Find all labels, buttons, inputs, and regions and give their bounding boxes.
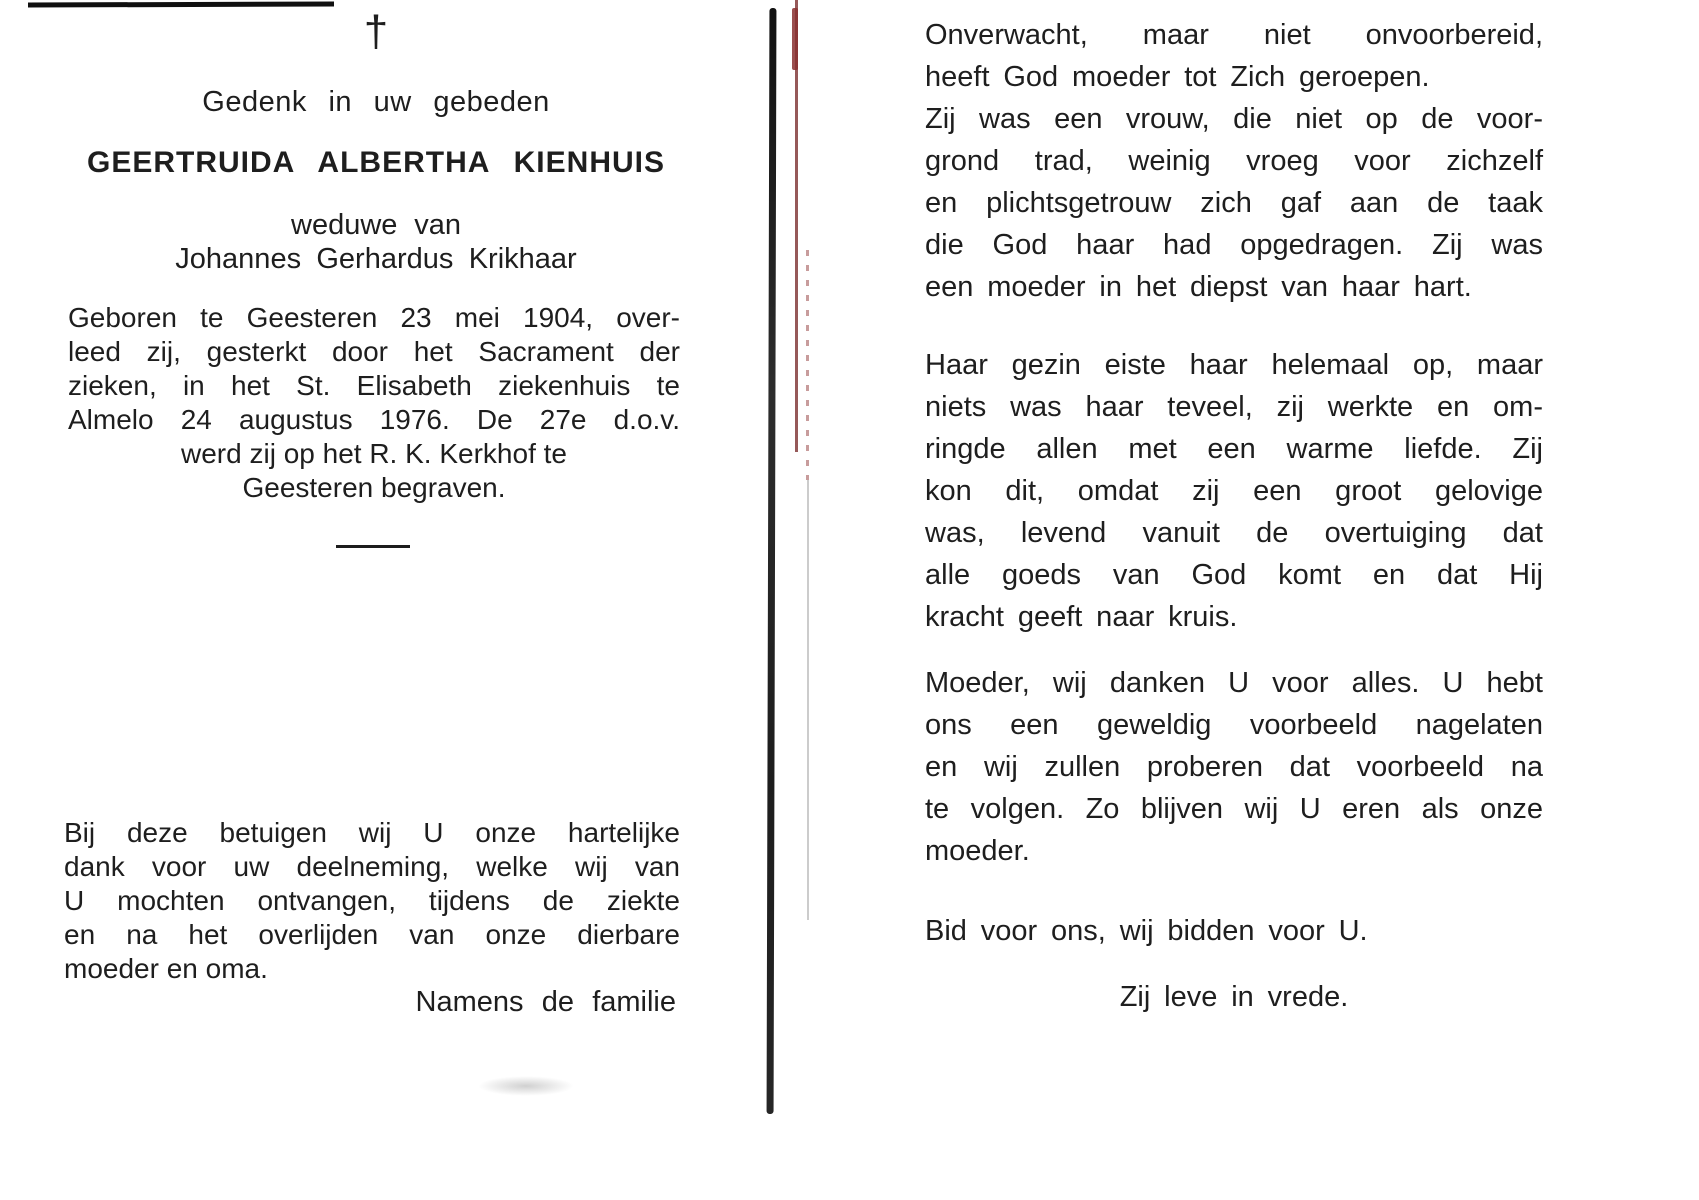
text-line: en wij zullen proberen dat voorbeeld na (925, 751, 1543, 783)
remembrance-line: Gedenk in uw gebeden (202, 86, 550, 118)
text-line: dank voor uw deelneming, welke wij van (64, 851, 680, 882)
text-line: die God haar had opgedragen. Zij was (925, 229, 1543, 261)
closing-line (925, 976, 1543, 1018)
text-line: ons een geweldig voorbeeld nagelaten (925, 709, 1543, 741)
text-line: en plichtsgetrouw zich gaf aan de taak (925, 187, 1543, 219)
text-line: leed zij, gesterkt door het Sacrament der (68, 336, 680, 367)
text-line: Zij leve in vrede. (1119, 981, 1349, 1013)
deceased-name: GEERTRUIDA ALBERTHA KIENHUIS (86, 146, 665, 179)
acknowledgement-text (64, 816, 680, 986)
text-line: Almelo 24 augustus 1976. De 27e d.o.v. (68, 404, 680, 435)
text-line: Moeder, wij danken U voor alles. U hebt (925, 667, 1543, 699)
text-line: Onverwacht, maar niet onvoorbereid, (925, 19, 1543, 51)
text-line: Haar gezin eiste haar helemaal op, maar (925, 349, 1543, 381)
cross-icon: † (363, 7, 389, 56)
text-line: zieken, in het St. Elisabeth ziekenhuis te (68, 370, 680, 401)
text-line: grond trad, weinig vroeg voor zichzelf (925, 145, 1543, 177)
biography-text (68, 301, 680, 437)
scan-fold-red-mark (792, 8, 798, 70)
biography-text-centered (68, 437, 680, 505)
memorial-paragraph-4 (925, 662, 1543, 872)
prayer-line (925, 910, 1543, 952)
text-line: was, levend vanuit de overtuiging dat (925, 517, 1543, 549)
memorial-paragraph-3 (925, 344, 1543, 638)
left-page (60, 0, 692, 1200)
text-line: Bid voor ons, wij bidden voor U. (925, 915, 1368, 947)
memorial-paragraph-1 (925, 14, 1543, 98)
text-line: alle goeds van God komt en dat Hij (925, 559, 1543, 591)
text-line: een moeder in het diepst van haar hart. (925, 271, 1472, 303)
family-signoff: Namens de familie (415, 986, 676, 1018)
text-line: werd zij op het R. K. Kerkhof te (181, 438, 567, 469)
text-line: moeder. (925, 835, 1030, 867)
text-line: ringde allen met een warme liefde. Zij (925, 433, 1543, 465)
text-line: kon dit, omdat zij een groot gelovige (925, 475, 1543, 507)
text-line: Bij deze betuigen wij U onze hartelijke (64, 817, 680, 848)
text-line: heeft God moeder tot Zich geroepen. (925, 61, 1430, 93)
text-line: U mochten ontvangen, tijdens de ziekte (64, 885, 680, 916)
text-line: Geboren te Geesteren 23 mei 1904, over- (68, 302, 680, 333)
text-line: Zij was een vrouw, die niet op de voor- (925, 103, 1543, 135)
scan-fold-dotted-line (806, 250, 809, 480)
text-line: niets was haar teveel, zij werkte en om- (925, 391, 1543, 423)
right-page (925, 0, 1543, 1018)
husband-name: Johannes Gerhardus Krikhaar (175, 243, 577, 275)
widow-of-label: weduwe van (291, 209, 461, 241)
text-line: Geesteren begraven. (242, 472, 506, 503)
scan-fold-line (767, 8, 777, 1114)
text-line: te volgen. Zo blijven wij U eren als onze (925, 793, 1543, 825)
scan-fold-red-line (795, 0, 798, 452)
separator-rule (336, 545, 410, 548)
memorial-paragraph-2 (925, 98, 1543, 308)
text-line: kracht geeft naar kruis. (925, 601, 1238, 633)
text-line: en na het overlijden van onze dierbare (64, 919, 680, 950)
scan-fold-gray-line (807, 480, 809, 920)
text-line: moeder en oma. (64, 953, 268, 984)
